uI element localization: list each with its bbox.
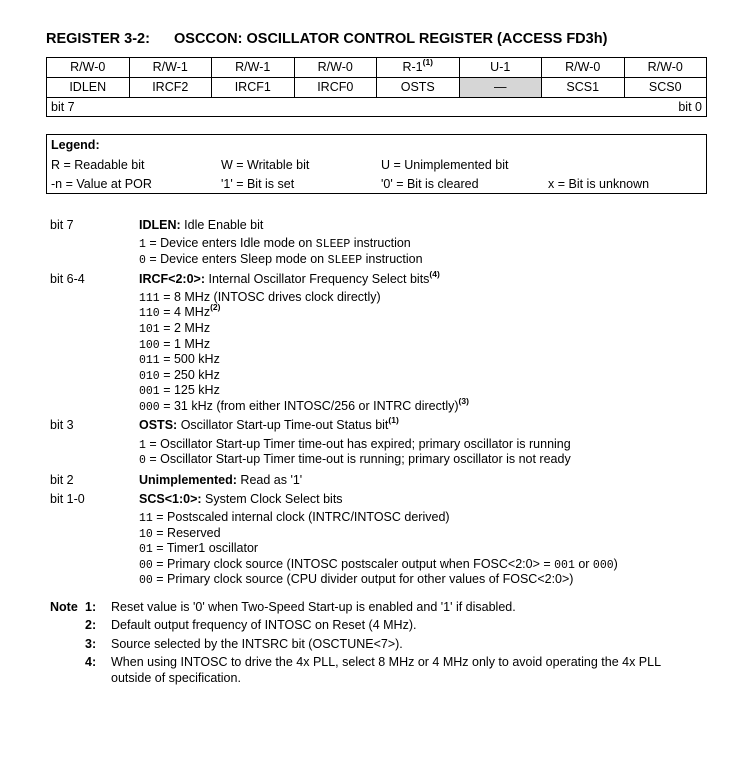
ircf-option: 111 = 8 MHz (INTOSC drives clock directly): [139, 290, 381, 305]
register-number: REGISTER 3-2:: [46, 31, 150, 47]
bit-number-row: [47, 98, 706, 116]
bit-name-cell-unimplemented: —: [460, 78, 543, 97]
legend-cleared: '0' = Bit is cleared: [381, 177, 479, 191]
bit10-desc: System Clock Select bits: [205, 492, 343, 506]
ircf-option: 010 = 250 kHz: [139, 368, 220, 383]
bit2-name: Unimplemented:: [139, 473, 237, 487]
access-value: R-1: [402, 60, 423, 74]
scs-option-11: 11 = Postscaled internal clock (INTRC/INTOSC derived): [139, 510, 450, 525]
bit10-name: SCS<1:0>:: [139, 492, 202, 506]
access-cell: R/W-1: [212, 58, 295, 77]
bit3-heading: [139, 414, 399, 432]
bit7-heading: [139, 218, 263, 232]
bit-name-cell: SCS1: [542, 78, 625, 97]
note-number: 2:: [85, 618, 97, 632]
scs-option-00b: 00 = Primary clock source (CPU divider output for other values of FOSC<2:0>): [139, 572, 574, 587]
bit-name-cell: OSTS: [377, 78, 460, 97]
scs-option-01: 01 = Timer1 oscillator: [139, 541, 259, 556]
access-row: [47, 58, 706, 78]
access-cell: R/W-0: [647, 60, 683, 74]
note-number: 3:: [85, 637, 97, 651]
scs-option-10: 10 = Reserved: [139, 526, 221, 541]
bit64-label: bit 6-4: [50, 272, 85, 286]
note-text: Default output frequency of INTOSC on Reset (4 MHz).: [111, 618, 417, 632]
legend-unknown: x = Bit is unknown: [548, 177, 650, 191]
note-label: Note: [50, 600, 78, 614]
access-cell: R/W-0: [47, 58, 130, 77]
legend-writable: W = Writable bit: [221, 158, 310, 172]
bit3-name: OSTS:: [139, 418, 178, 432]
access-cell: R/W-0: [542, 58, 625, 77]
footnote-ref: (1): [422, 56, 434, 67]
scs-option-00a: 00 = Primary clock source (INTOSC postscaler output when FOSC<2:0> = 001 or 000): [139, 557, 618, 572]
bit7-option-1: 1 = Device enters Idle mode on SLEEP instruction: [139, 236, 411, 251]
bit-high-label: bit 7: [51, 100, 75, 114]
bit2-heading: [139, 473, 302, 487]
ircf-option: 100 = 1 MHz: [139, 337, 211, 352]
register-title: OSCCON: OSCILLATOR CONTROL REGISTER (ACCESS FD3h): [174, 31, 608, 47]
bit-name-cell: IDLEN: [47, 78, 130, 97]
access-cell: U-1: [460, 58, 543, 77]
bit-low-label: bit 0: [678, 100, 702, 114]
legend-title: Legend:: [51, 138, 100, 152]
bit3-option-1: 1 = Oscillator Start-up Timer time-out has expired; primary oscillator is running: [139, 437, 571, 452]
bit7-name: IDLEN:: [139, 218, 181, 232]
bit7-option-0: 0 = Device enters Sleep mode on SLEEP instruction: [139, 252, 423, 267]
ircf-option: 011 = 500 kHz: [139, 352, 220, 367]
bit3-desc: Oscillator Start-up Time-out Status bit: [180, 418, 389, 432]
note-text-continued: outside of specification.: [111, 671, 241, 685]
register-title-row: [46, 31, 607, 47]
footnote-ref: (4): [429, 268, 440, 279]
bit64-name: IRCF<2:0>:: [139, 272, 205, 286]
bit10-label: bit 1-0: [50, 492, 85, 506]
footnote-ref: (1): [388, 414, 399, 425]
bit-name-cell: SCS0: [648, 80, 682, 94]
legend-box: [46, 134, 707, 194]
bit7-desc: Idle Enable bit: [184, 218, 264, 232]
bit3-label: bit 3: [50, 418, 74, 432]
bit64-heading: [139, 268, 440, 286]
ircf-option: 000 = 31 kHz (from either INTOSC/256 or INTRC directly)$^{(3)}$: [139, 395, 469, 414]
bit2-desc: Read as '1': [240, 473, 303, 487]
legend-por: -n = Value at POR: [51, 177, 152, 191]
note-text: When using INTOSC to drive the 4x PLL, select 8 MHz or 4 MHz only to avoid operating the 4x PLL: [111, 655, 662, 669]
note-number: 4:: [85, 655, 97, 669]
legend-unimplemented: U = Unimplemented bit: [381, 158, 509, 172]
bit64-desc: Internal Oscillator Frequency Select bits: [208, 272, 430, 286]
bit10-heading: [139, 492, 343, 506]
note-text: Source selected by the INTSRC bit (OSCTUNE<7>).: [111, 637, 403, 651]
access-cell: R/W-0: [295, 58, 378, 77]
note-text: Reset value is '0' when Two-Speed Start-up is enabled and '1' if disabled.: [111, 600, 516, 614]
bit-name-cell: IRCF0: [295, 78, 378, 97]
legend-set: '1' = Bit is set: [221, 177, 295, 191]
bit3-option-0: 0 = Oscillator Start-up Timer time-out is running; primary oscillator is not ready: [139, 452, 571, 467]
access-cell-osts: [377, 58, 460, 77]
ircf-option: 001 = 125 kHz: [139, 383, 220, 398]
ircf-option: 101 = 2 MHz: [139, 321, 211, 336]
note-number: 1:: [85, 600, 97, 614]
access-cell: R/W-1: [130, 58, 213, 77]
ircf-option: 110 = 4 MHz$^{(2)}$: [139, 301, 221, 320]
bit-name-cell: IRCF2: [130, 78, 213, 97]
bit2-label: bit 2: [50, 473, 74, 487]
register-table: [46, 57, 707, 117]
bit-name-cell: IRCF1: [212, 78, 295, 97]
bit-name-row: [47, 78, 706, 98]
bit7-label: bit 7: [50, 218, 74, 232]
legend-readable: R = Readable bit: [51, 158, 145, 172]
